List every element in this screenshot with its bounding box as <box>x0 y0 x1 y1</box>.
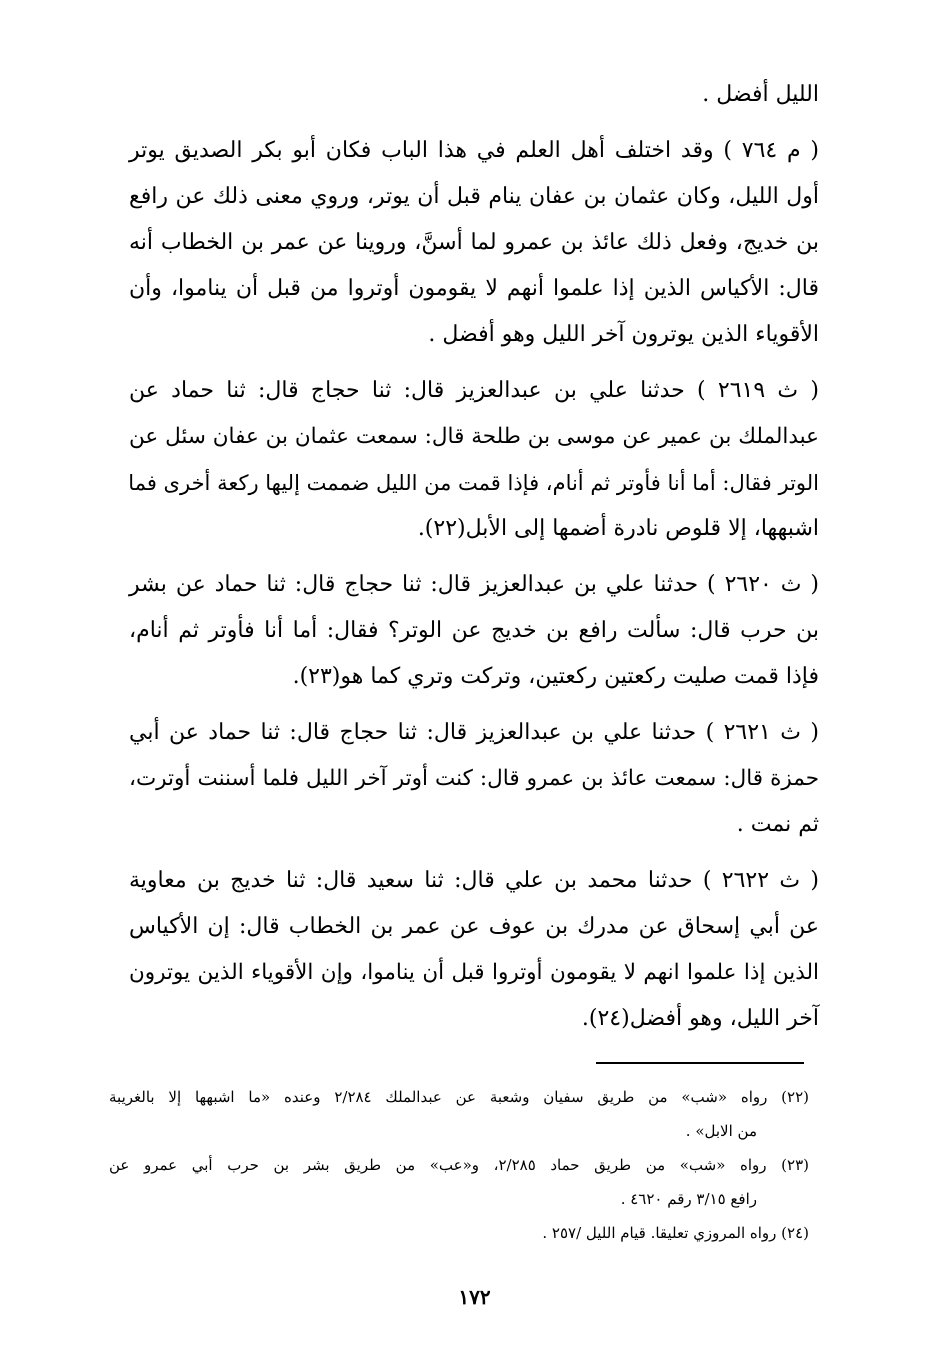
text-line: عبدالملك بن عمير عن موسى بن طلحة قال: سمعت عثمان بن عفان سئل عن <box>129 424 819 449</box>
text-line: حمزة قال: سمعت عائذ بن عمرو قال: كنت أوتر آخر الليل فلما أسننت أوترت، <box>129 766 819 791</box>
footnote-line: رافع ٣/١٥ رقم ٤٦٢٠ . <box>620 1190 757 1208</box>
text-line: ( ث ٢٦٢١ ) حدثنا علي بن عبدالعزيز قال: ثنا حجاج قال: ثنا حماد عن أبي <box>129 720 820 745</box>
text-line: الليل أفضل . <box>702 82 819 107</box>
text-line: ( ث ٢٦٢٢ ) حدثنا محمد بن علي قال: ثنا سعيد قال: ثنا خديج بن معاوية <box>129 868 820 893</box>
text-line: اشبهها، إلا قلوص نادرة أضمها إلى الأبل(٢٢). <box>417 516 819 541</box>
text-line: الذين إذا علموا انهم لا يقومون أوتروا قبل أن يناموا، وإن الأقوياء الذين يوترون <box>129 960 819 985</box>
text-line: بن حرب قال: سألت رافع بن خديج عن الوتر؟ فقال: أما أنا فأوتر ثم أنام، <box>129 618 819 643</box>
text-line: بن خديج، وفعل ذلك عائذ بن عمرو لما أسنَّ، وروينا عن عمر بن الخطاب أنه <box>129 230 819 255</box>
text-line: آخر الليل، وهو أفضل(٢٤). <box>581 1006 819 1031</box>
footnote-line: من الابل» . <box>685 1122 757 1140</box>
page-number: ١٧٢ <box>458 1285 491 1309</box>
text-line: الوتر فقال: أما أنا فأوتر ثم أنام، فإذا قمت من الليل ضممت إليها ركعة أخرى فما <box>128 471 819 495</box>
text-line: أول الليل، وكان عثمان بن عفان ينام قبل أن يوتر، وروي معنى ذلك عن رافع <box>129 184 819 209</box>
text-line: ( ث ٢٦١٩ ) حدثنا علي بن عبدالعزيز قال: ثنا حجاج قال: ثنا حماد عن <box>129 378 819 403</box>
text-line: الأقوياء الذين يوترون آخر الليل وهو أفضل . <box>428 322 819 347</box>
text-line: فإذا قمت صليت ركعتين ركعتين، وتركت وتري كما هو(٢٣). <box>292 664 819 689</box>
footnote-line: (٢٤) رواه المروزي تعليقا. قيام الليل /٢٥٧ . <box>542 1224 809 1242</box>
footnotes <box>109 1080 809 1250</box>
footnote-line: (٢٣) رواه «شب» من طريق حماد ٢/٢٨٥، و«عب» من طريق بشر بن حرب أبي عمرو عن <box>109 1156 809 1174</box>
text-line: ( م ٧٦٤ ) وقد اختلف أهل العلم في هذا الباب فكان أبو بكر الصديق يوتر <box>129 138 819 163</box>
text-line: ( ث ٢٦٢٠ ) حدثنا علي بن عبدالعزيز قال: ثنا حجاج قال: ثنا حماد عن بشر <box>129 572 819 597</box>
text-line: عن أبي إسحاق عن مدرك بن عوف عن عمر بن الخطاب قال: إن الأكياس <box>129 914 819 939</box>
footnote-separator <box>596 1062 804 1064</box>
footnote-line: (٢٢) رواه «شب» من طريق سفيان وشعبة عن عبدالملك ٢/٢٨٤ وعنده «ما اشبهها إلا بالغريبة <box>109 1088 810 1106</box>
text-line: ثم نمت . <box>736 812 819 837</box>
main-text <box>129 72 819 1042</box>
text-line: قال: الأكياس الذين إذا علموا أنهم لا يقومون أوتروا من قبل أن يناموا، وأن <box>129 276 819 301</box>
